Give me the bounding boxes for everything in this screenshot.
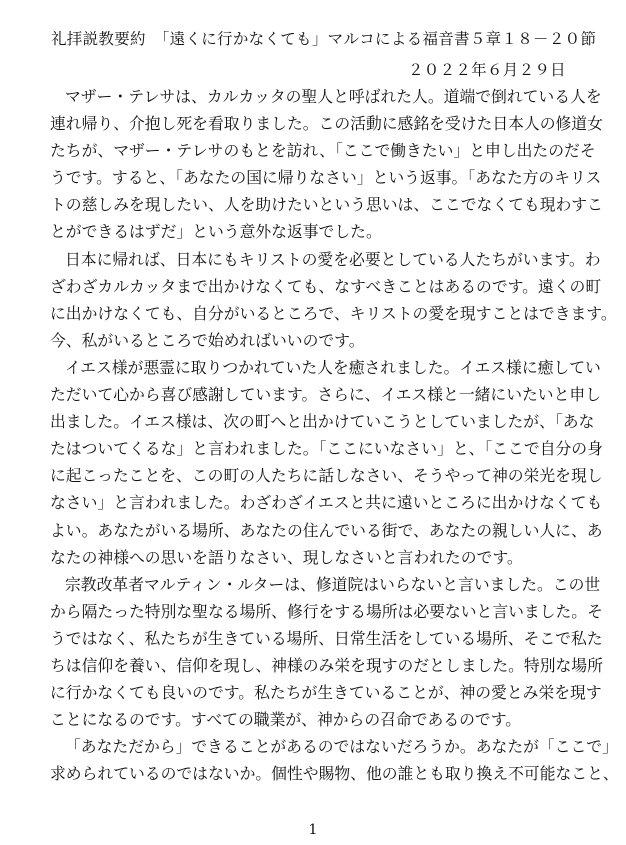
text-line: 日本に帰れば、日本にもキリストの愛を必要としている人たちがいます。わ: [65, 249, 601, 269]
text-line: 宗教改革者マルティン・ルターは、修道院はいらないと言いました。この世: [65, 574, 601, 594]
text-line: マザー・テレサは、カルカッタの聖人と呼ばれた人。道端で倒れている人を: [65, 87, 602, 106]
text-line: うではなく、私たちが生きている場所、日常生活をしている場所、そこで私た: [50, 628, 603, 648]
text-line: ただいて心から喜び感謝しています。さらに、イエス様と一緒にいたいと申し: [50, 385, 601, 405]
text-line: から隔たった特別な聖なる場所、修行をする場所は必要ないと言いました。そ: [50, 601, 603, 621]
text-line: に出かけなくても、自分がいるところで、キリストの愛を現すことはできます。: [50, 303, 617, 323]
text-line: なたの神様への思いを語りなさい、現しなさいと言われたのです。: [50, 547, 523, 567]
page-number: 1: [308, 822, 318, 838]
text-line: イエス様が悪霊に取りつかれていた人を癒されました。イエス様に癒してい: [65, 357, 601, 377]
text-line: たはついてくるな」と言われました。「ここにいなさい」と、「ここで自分の身: [50, 439, 603, 459]
text-line: ざわざカルカッタまで出かけなくても、なすべきことはあるのです。遠くの町: [50, 276, 602, 296]
text-line: 出ました。イエス様は、次の町へと出かけていこうとしていましたが、「あな: [50, 412, 595, 432]
sermon-body: [50, 83, 619, 787]
text-line: よい。あなたがいる場所、あなたの住んでいる街で、あなたの親しい人に、あ: [50, 520, 603, 540]
text-line: 「あなただから」できることがあるのではないだろうか。あなたが「ここで」: [65, 737, 618, 757]
text-line: 今、私がいるところで始めればいいのです。: [50, 330, 365, 350]
sermon-date: ２０２２年６月２９日: [407, 61, 566, 79]
sermon-title: 礼拝説教要約 「遠くに行かなくても」マルコによる福音書５章１８－２０節: [51, 30, 597, 48]
text-line: ちは信仰を養い、信仰を現し、神様のみ栄を現すのだとしました。特別な場所: [50, 655, 603, 675]
text-line: ことになるのです。すべての職業が、神からの召命であるのです。: [50, 710, 522, 730]
text-line: たちが、マザー・テレサのもとを訪れ、「ここで働きたい」と申し出たのだそ: [50, 141, 596, 161]
text-line: 求められているのではないか。個性や賜物、他の誰とも取り換え不可能なこと、: [50, 764, 619, 784]
text-line: うです。すると、「あなたの国に帰りなさい」という返事。「あなた方のキリス: [50, 168, 602, 188]
text-line: とができるはずだ」という意外な返事でした。: [50, 222, 382, 242]
text-line: なさい」と言われました。わざわざイエスと共に遠いところに出かけなくても: [50, 493, 603, 513]
text-line: に行かなくても良いのです。私たちが生きていることが、神の愛とみ栄を現す: [50, 683, 602, 703]
text-line: 連れ帰り、介抱し死を看取りました。この活動に感銘を受けた日本人の修道女: [50, 114, 603, 134]
text-line: に起こったことを、この町の人たちに話しなさい、そうやって神の栄光を現し: [50, 466, 603, 486]
text-line: トの慈しみを現したい、人を助けたいという思いは、ここでなくても現わすこ: [50, 195, 603, 215]
